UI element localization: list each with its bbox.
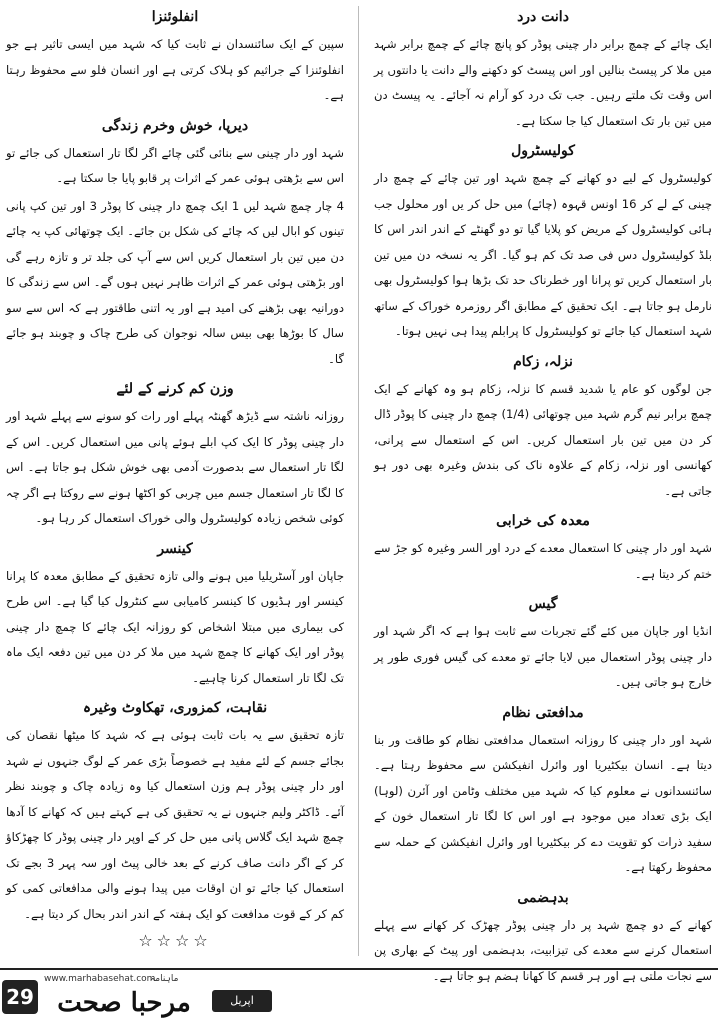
section-paragraph: ایک چائے کے چمچ برابر دار چینی پوڈر کو پانچ چائے کے چمچ برابر شہد میں ملا کر پیسٹ بنالیں اور اس پیسٹ کو دکھنے والے دانت یا دانتوں پر اس وقت تک ملتے رہیں۔ جب تک درد کو آرام نہ آجائے۔ یہ پیسٹ دن میں تین بار تک استعمال کیا جا سکتا ہے۔ <box>374 37 712 128</box>
magazine-tagline: ماہنامہ <box>150 974 179 984</box>
section-paragraph: روزانہ ناشتہ سے ڈیڑھ گھنٹہ پہلے اور رات کو سونے سے پہلے شہد اور دار چینی پوڈر کا ایک کپ ابلے ہوئے پانی میں استعمال کریں۔ اس کے لگا تار استعمال سے بدصورت آدمی بھی خوش شکل ہو جاتا ہے۔ اس کا لگا تار استعمال جسم میں چربی کو اکٹھا ہونے سے روکتا ہے اگر چہ کوئی شخص زیادہ کولیسٹرول والی خوراک استعمال کر رہا ہو۔ <box>6 409 344 525</box>
section-heading: دانت درد <box>517 9 569 25</box>
end-mark-stars: ☆☆☆☆ <box>138 931 212 950</box>
right-column <box>368 0 718 983</box>
section-paragraph: 4 چار چمچ شہد لیں 1 ایک چمچ دار چینی کا پوڈر 3 اور تین کپ پانی تینوں کو ابال لیں کہ چائے کی شکل بن جائے۔ ایک چوتھائی کپ یہ چائے دن میں تین بار استعمال کریں اس سے آپ کی جلد تر و تازہ رہے گی اور بڑھتی ہوئی عمر کے اثرات ظاہر نہیں ہوں گے۔ اس سے زندگی کا دورانیہ بھی بڑھنے کی امید ہے اور یہ اتنی طاقتور ہے کہ اس سے سو سال کا بوڑھا بھی بیس سالہ نوجوان کی طرح چاک و چوبند ہو جائے گا۔ <box>6 198 344 366</box>
section-paragraph: شہد اور دار چینی کا روزانہ استعمال مدافعتی نظام کو طاقت ور بنا دیتا ہے۔ انسان بیکٹیریا اور وائرل انفیکشن سے محفوظ رہتا ہے۔ سائنسدانوں نے معلوم کیا کہ شہد میں مختلف وٹامن اور آئرن (لوہا) ایک بڑی تعداد میں موجود ہے اور اس کا لگا تار استعمال خون کے سفید ذرات کو تقویت دے کر بیکٹیریا اور وائرل انفیکشن کے حملہ سے محفوظ رکھتا ہے۔ <box>374 732 712 874</box>
section-paragraph: جاپان اور آسٹریلیا میں ہونے والی تازہ تحقیق کے مطابق معدہ کا پرانا کینسر اور ہڈیوں کا کینسر کامیابی سے کنٹرول کیا گیا ہے۔ اس طرح کی بیماری میں مبتلا اشخاص کو روزانہ ایک چائے کا چمچ دار چینی پوڈر اور ایک کھانے کا چمچ شہد میں ملا کر دن میں تین دفعہ ایک ماہ تک لگا تار استعمال کرنا چاہیے۔ <box>6 568 344 685</box>
section-heading: بدہضمی <box>517 889 569 906</box>
section-heading: گیس <box>528 596 558 612</box>
section-heading: کولیسٹرول <box>511 143 575 159</box>
issue-date: اپریل 2017ء <box>212 990 272 1012</box>
column-divider <box>358 6 359 956</box>
section-heading: دیرپا، خوش وخرم زندگی <box>101 117 249 134</box>
page-footer <box>0 968 718 1029</box>
section-paragraph: جن لوگوں کو عام یا شدید قسم کا نزلہ، زکام ہو وہ کھانے کے ایک چمچ برابر نیم گرم شہد میں چوتھائی (1/4) چمچ دار چینی کا پوڈر ڈال کر دن میں تین بار استعمال کریں۔ اس کے استعمال سے پرانی، کھانسی اور نزلہ، زکام کے علاوہ ناک کی بندش وغیرہ بھی دور ہو جاتی ہے۔ <box>374 381 712 498</box>
section-paragraph: کولیسٹرول کے لیے دو کھانے کے چمچ شہد اور تین چائے کے چمچ دار چینی کے لے کر 16 اونس قہوہ (چائے) میں حل کر یں اور محلول جب ہائی کولیسٹرول کے مریض کو پلایا گیا تو دو گھنٹے کے اندر اندر اس کا بلڈ کولیسٹرول دس فی صد تک کم ہو گیا۔ اگر یہ نسخہ دن میں تین بار استعمال کریں تو پرانا اور خطرناک حد تک بڑھا ہوا کولیسٹرول بھی نارمل ہو جاتا ہے۔ ایک تحقیق کے مطابق اگر روزمرہ خوراک کے ساتھ شہد استعمال کیا جائے تو کولیسٹرول کا پرابلم پیدا ہی نہیں ہوتا۔ <box>374 171 713 338</box>
section-paragraph: انڈیا اور جاپان میں کئے گئے تجربات سے ثابت ہوا ہے کہ اگر شہد اور دار چینی پوڈر استعمال میں لایا جائے تو معدے کی گیس فوری طور پر خارج ہو جاتی ہیں۔ <box>374 624 712 689</box>
section-paragraph: تازہ تحقیق سے یہ بات ثابت ہوئی ہے کہ شہد کا میٹھا نقصان کی بجائے جسم کے لئے مفید ہے خصوصاً بڑی عمر کے لوگ جنہوں نے شہد اور دار چینی پوڈر ہم وزن استعمال کیا وہ زیادہ چاک و چوبند نظر آئے۔ ڈاکٹر ولیم جنہوں نے یہ تحقیق کی ہے کہتے ہیں کہ کھانے کا آدھا چمچ شہد ایک گلاس پانی میں حل کر کے اوپر دار چینی پوڈر کا چھڑکاؤ کر کے اگر دانت صاف کرنے کے بعد خالی پیٹ اور سہ پہر 3 بجے تک استعمال کیا جائے تو ان اوقات میں پیدا ہونے والی مدافعاتی کمی کو کم کر کے قوت مدافعت کو ایک ہفتہ کے اندر اندر بحال کر دیتا ہے۔ <box>6 728 344 921</box>
section-paragraph: کھانے کے دو چمچ شہد پر دار چینی پوڈر چھڑک کر کھانے سے پہلے استعمال کرنے سے معدے کی تیزابیت، بدہضمی اور پیٹ کے بھاری پن سے نجات ملتی ہے اور ہر قسم کا کھانا ہضم ہو جاتا ہے۔ <box>374 917 712 983</box>
section-heading: مدافعتی نظام <box>502 704 584 721</box>
magazine-logo: مرحبا صحت <box>57 988 191 1018</box>
left-column <box>0 0 350 960</box>
section-heading: وزن کم کرنے کے لئے <box>116 381 234 397</box>
section-heading: انفلوئنزا <box>151 9 199 25</box>
section-paragraph: سپین کے ایک سائنسدان نے ثابت کیا کہ شہد میں ایسی تاثیر ہے جو انفلوئنزا کے جراثیم کو ہلاک کرتی ہے اور انسان فلو سے محفوظ رہتا ہے۔ <box>6 37 344 102</box>
section-paragraph: شہد اور دار چینی کا استعمال معدے کے درد اور السر وغیرہ کو جڑ سے ختم کر دیتا ہے۔ <box>374 541 712 581</box>
website-url: www.marhabasehat.com <box>44 974 156 984</box>
page-number: 29 <box>2 980 38 1014</box>
section-heading: نقاہت، کمزوری، تھکاوٹ وغیرہ <box>82 700 268 716</box>
section-paragraph: شہد اور دار چینی سے بنائی گئی چائے اگر لگا تار استعمال کی جائے تو اس سے بڑھتی ہوئی عمر کے اثرات پر قابو پایا جا سکتا ہے۔ <box>6 145 344 185</box>
section-heading: کینسر <box>157 540 193 557</box>
section-heading: نزلہ، زکام <box>513 353 573 370</box>
section-heading: معدہ کی خرابی <box>496 513 590 529</box>
